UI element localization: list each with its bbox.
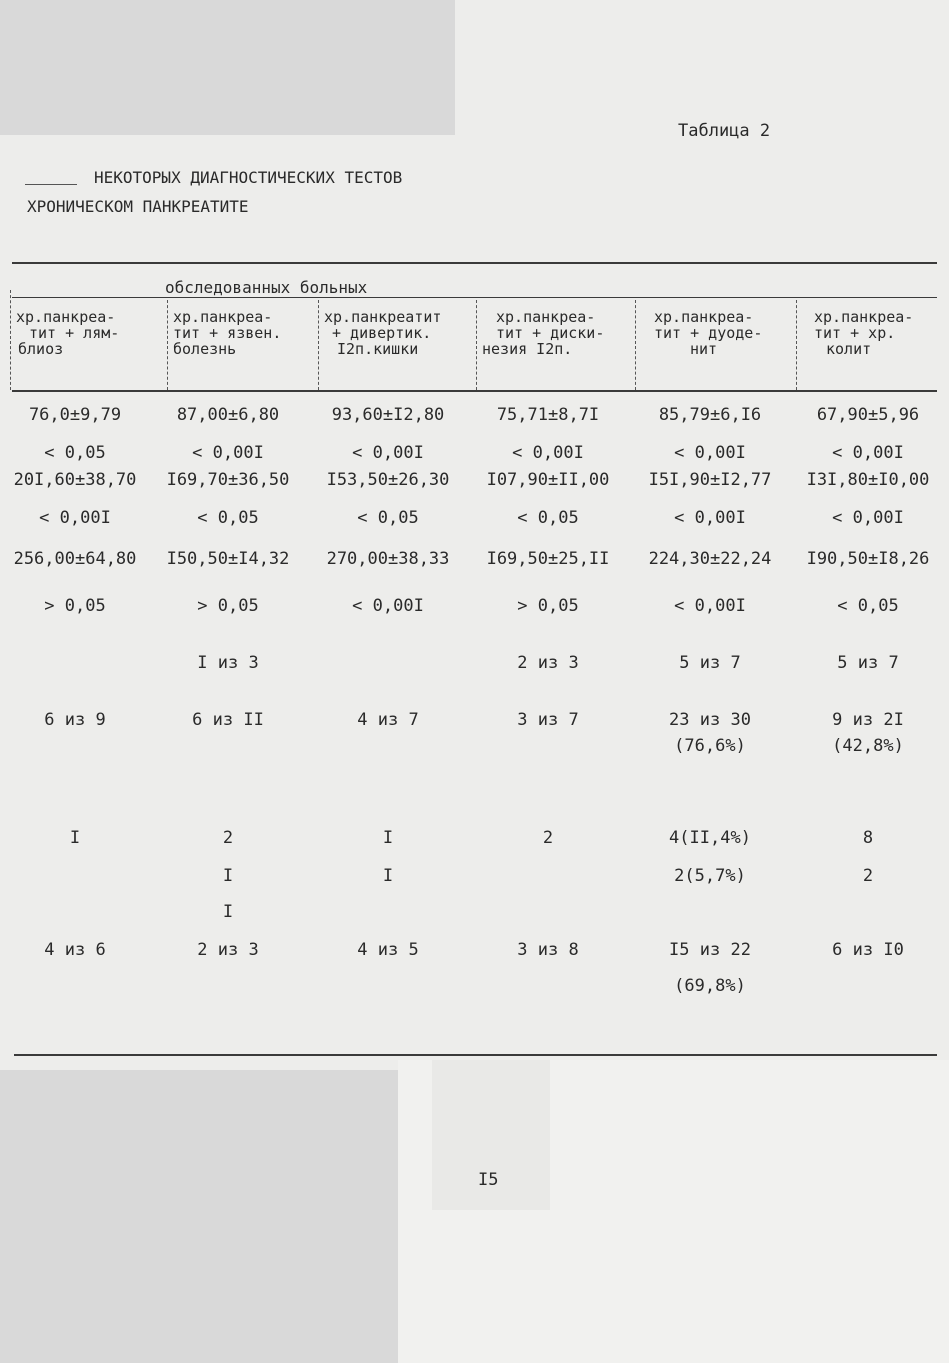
table-top-rule	[12, 262, 937, 264]
table-cell: I из 3	[197, 653, 259, 673]
table-cell: I69,70±36,50	[166, 470, 290, 490]
table-cell: 6 из I0	[832, 940, 904, 960]
table-cell: < 0,00I	[674, 443, 746, 463]
table-cell: 8	[862, 828, 874, 848]
col1-line2: тит + лям-	[29, 324, 120, 342]
table-cell: I90,50±I8,26	[806, 549, 930, 569]
page-number: I5	[478, 1170, 499, 1190]
table-cell: 2	[222, 828, 234, 848]
table-cell: 3 из 7	[517, 710, 579, 730]
table-cell: I	[69, 828, 81, 848]
table-cell: I50,50±I4,32	[166, 549, 290, 569]
table-cell: I07,90±II,00	[486, 470, 610, 490]
title-dash	[25, 184, 77, 185]
table-cell: 9 из 2I	[832, 710, 904, 730]
table-cell: 3 из 8	[517, 940, 579, 960]
col1-line1: хр.панкреа-	[16, 308, 116, 326]
table-title-line1: НЕКОТОРЫХ ДИАГНОСТИЧЕСКИХ ТЕСТОВ	[94, 168, 403, 187]
table-cell: I	[222, 866, 234, 886]
table-cell: < 0,00I	[39, 508, 111, 528]
header-divider-4	[635, 300, 636, 390]
header-group-rule	[12, 297, 937, 298]
table-cell: 87,00±6,80	[176, 405, 280, 425]
table-cell: < 0,05	[197, 508, 259, 528]
table-cell: 2	[862, 866, 874, 886]
table-cell: (69,8%)	[674, 976, 746, 996]
table-cell: I	[222, 902, 234, 922]
table-cell: 6 из 9	[44, 710, 106, 730]
header-bottom-rule	[12, 390, 937, 392]
table-cell: 270,00±38,33	[326, 549, 450, 569]
table-cell: I3I,80±I0,00	[806, 470, 930, 490]
col3-line1: хр.панкреатит	[324, 308, 442, 326]
table-cell: 23 из 30	[669, 710, 751, 730]
table-cell: < 0,05	[517, 508, 579, 528]
col5-line3: нит	[690, 340, 718, 358]
table-cell: < 0,00I	[512, 443, 584, 463]
col2-line2: тит + язвен.	[173, 324, 282, 342]
col2-line1: хр.панкреа-	[173, 308, 273, 326]
table-cell: < 0,05	[837, 596, 899, 616]
table-cell: < 0,00I	[674, 508, 746, 528]
table-cell: 76,0±9,79	[28, 405, 122, 425]
table-cell: 67,90±5,96	[816, 405, 920, 425]
col6-line2: тит + хр.	[814, 324, 896, 342]
col1-line3: блиоз	[18, 340, 64, 358]
table-cell: 6 из II	[192, 710, 264, 730]
table-cell: > 0,05	[44, 596, 106, 616]
col6-line3: колит	[826, 340, 872, 358]
col6-line1: хр.панкреа-	[814, 308, 914, 326]
table-cell: 85,79±6,I6	[658, 405, 762, 425]
group-header: обследованных больных	[165, 278, 368, 297]
table-cell: < 0,05	[44, 443, 106, 463]
table-cell: 4 из 7	[357, 710, 419, 730]
table-cell: (76,6%)	[674, 736, 746, 756]
table-cell: 20I,60±38,70	[13, 470, 137, 490]
table-cell: (42,8%)	[832, 736, 904, 756]
col4-line2: тит + диски-	[496, 324, 605, 342]
table-label: Таблица 2	[678, 121, 771, 141]
table-cell: < 0,00I	[192, 443, 264, 463]
table-cell: 4 из 5	[357, 940, 419, 960]
table-cell: 2(5,7%)	[674, 866, 746, 886]
table-cell: 256,00±64,80	[13, 549, 137, 569]
col5-line1: хр.панкреа-	[654, 308, 754, 326]
table-cell: 2	[542, 828, 554, 848]
table-cell: I69,50±25,II	[486, 549, 610, 569]
header-divider-0	[10, 290, 11, 390]
table-cell: I53,50±26,30	[326, 470, 450, 490]
header-divider-2	[318, 300, 319, 390]
table-cell: > 0,05	[197, 596, 259, 616]
header-divider-5	[796, 300, 797, 390]
col4-line3: незия I2п.	[482, 340, 573, 358]
table-cell: I	[382, 828, 394, 848]
table-cell: < 0,00I	[352, 596, 424, 616]
col4-line1: хр.панкреа-	[496, 308, 596, 326]
table-cell: 5 из 7	[679, 653, 741, 673]
table-cell: 2 из 3	[197, 940, 259, 960]
col2-line3: болезнь	[173, 340, 237, 358]
table-cell: 75,71±8,7I	[496, 405, 600, 425]
table-cell: < 0,00I	[832, 508, 904, 528]
header-divider-3	[476, 300, 477, 390]
table-cell: I5I,90±I2,77	[648, 470, 772, 490]
header-divider-1	[167, 300, 168, 390]
table-cell: < 0,00I	[674, 596, 746, 616]
table-cell: < 0,05	[357, 508, 419, 528]
col3-line2: + дивертик.	[332, 324, 432, 342]
table-cell: 224,30±22,24	[648, 549, 772, 569]
col3-line3: I2п.кишки	[337, 340, 419, 358]
table-cell: > 0,05	[517, 596, 579, 616]
table-title-line2: ХРОНИЧЕСКОМ ПАНКРЕАТИТЕ	[27, 197, 249, 216]
table-bottom-rule	[14, 1054, 937, 1056]
table-cell: 93,60±I2,80	[331, 405, 445, 425]
table-cell: 2 из 3	[517, 653, 579, 673]
table-cell: I	[382, 866, 394, 886]
table-cell: 4 из 6	[44, 940, 106, 960]
col5-line2: тит + дуоде-	[654, 324, 763, 342]
table-cell: < 0,00I	[352, 443, 424, 463]
table-cell: 4(II,4%)	[669, 828, 751, 848]
table-cell: < 0,00I	[832, 443, 904, 463]
table-cell: 5 из 7	[837, 653, 899, 673]
paper-top-fragment	[455, 0, 949, 140]
table-cell: I5 из 22	[669, 940, 751, 960]
